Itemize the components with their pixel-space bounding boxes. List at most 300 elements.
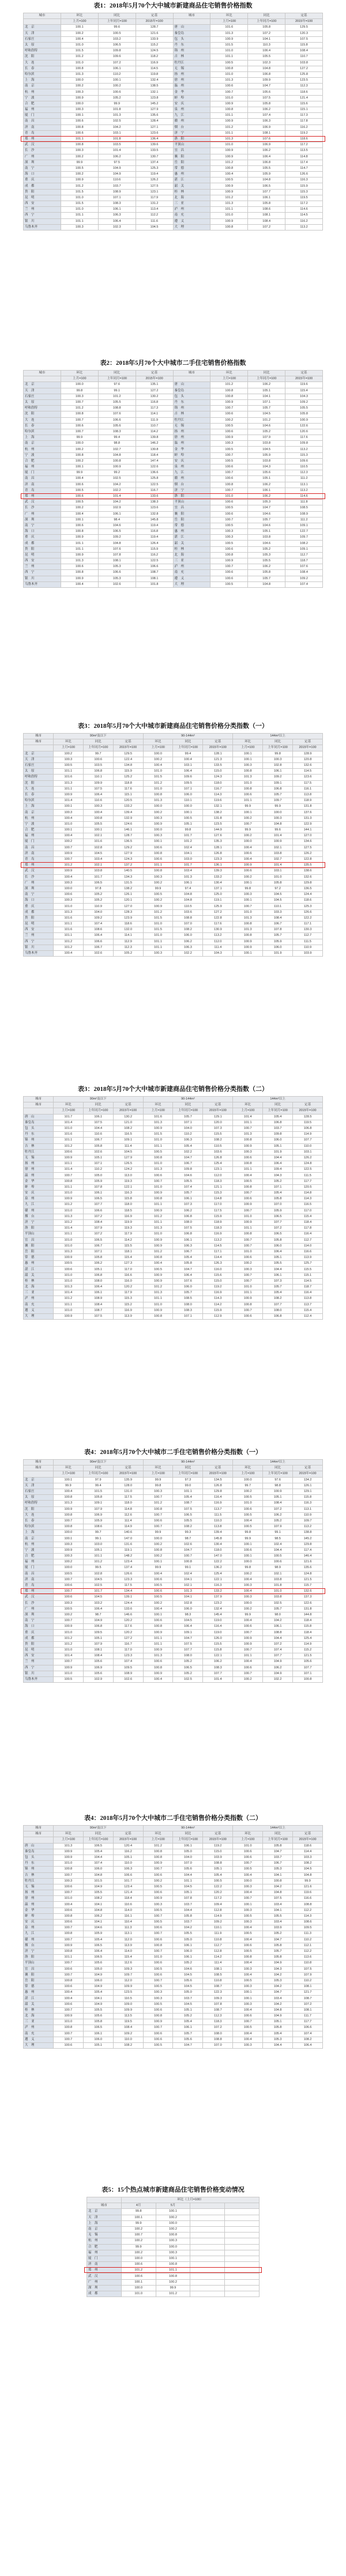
index-value-cell: 112.0	[203, 1173, 233, 1179]
table-row	[24, 810, 323, 815]
index-value-cell: 100.9	[210, 36, 248, 42]
city-name-cell: 泸 州	[173, 564, 210, 570]
index-value-cell: 100.6	[263, 1559, 293, 1565]
index-value-cell	[225, 2262, 260, 2268]
city-name-cell: 平顶山	[24, 1961, 54, 1966]
index-value-cell: 108.4	[83, 1219, 113, 1225]
table-row	[24, 1477, 323, 1483]
index-value-cell: 124.8	[293, 1161, 323, 1167]
table-row	[24, 839, 323, 845]
table-row	[24, 927, 323, 933]
index-value-cell: 105.6	[83, 1659, 113, 1665]
column-subheader: 上年同月=100	[263, 1837, 293, 1843]
group-header: 90-144m²	[143, 1097, 233, 1102]
index-value-cell: 104.5	[83, 851, 113, 856]
index-value-cell: 100.8	[53, 1179, 83, 1184]
table-row	[24, 541, 323, 546]
index-value-cell: 104.7	[173, 2042, 203, 2048]
index-value-cell: 104.8	[263, 821, 293, 827]
index-value-cell: 101.1	[61, 546, 98, 552]
index-value-cell: 106.4	[83, 1948, 113, 1954]
city-name-cell: 杭 州	[24, 447, 61, 452]
table-row	[24, 1854, 323, 1860]
index-value-cell: 100.9	[53, 1196, 83, 1202]
index-value-cell: 109.2	[203, 1920, 233, 1925]
index-value-cell: 100.0	[61, 441, 98, 447]
index-value-cell: 123.3	[113, 1577, 143, 1582]
index-value-cell: 100.6	[233, 868, 263, 874]
city-name-cell: 三 亚	[173, 201, 210, 207]
city-name-cell: 平顶山	[24, 1232, 54, 1237]
table-row	[24, 1636, 323, 1641]
city-name-cell: 无 锡	[87, 2233, 122, 2238]
index-value-cell	[190, 2226, 225, 2232]
city-name-cell: 宜 昌	[24, 1966, 54, 1972]
column-subheader: 上月=100	[143, 1108, 173, 1114]
index-value-cell: 112.0	[113, 1937, 143, 1943]
index-value-cell: 104.4	[83, 1854, 113, 1860]
table-row	[24, 1571, 323, 1577]
index-value-cell: 133.9	[136, 36, 173, 42]
city-name-cell: 岳 阳	[24, 1978, 54, 1984]
index-value-cell: 101.0	[53, 1243, 83, 1249]
index-value-cell: 116.9	[203, 1501, 233, 1506]
index-value-cell: 102.6	[83, 1149, 113, 1155]
index-value-cell: 113.4	[136, 207, 173, 213]
index-value-cell: 112.7	[285, 552, 323, 558]
city-name-cell: 太 原	[24, 1495, 54, 1501]
index-value-cell	[225, 2209, 260, 2215]
index-value-cell: 101.2	[61, 406, 98, 411]
city-name-cell: 北 京	[24, 751, 54, 757]
index-value-cell: 126.6	[285, 172, 323, 177]
table-title: 表5：15个热点城市新建商品住宅销售价格变动情况	[101, 2186, 245, 2193]
index-value-cell: 100.8	[143, 1547, 173, 1553]
index-value-cell: 100.9	[210, 189, 248, 195]
table-row	[24, 1132, 323, 1138]
index-value-cell: 102.7	[98, 447, 136, 452]
index-value-cell: 119.1	[203, 898, 233, 904]
index-value-cell: 100.5	[53, 1261, 83, 1267]
column-subheader	[173, 19, 210, 25]
table-row	[24, 1285, 323, 1290]
city-name-cell: 武 汉	[87, 2273, 122, 2279]
index-value-cell: 103.5	[83, 762, 113, 768]
index-value-cell: 132.4	[203, 1606, 233, 1612]
index-value-cell: 114.5	[136, 66, 173, 71]
index-value-cell: 100.8	[143, 2014, 173, 2019]
index-value-cell: 100.9	[53, 851, 83, 856]
index-value-cell: 109.7	[113, 1972, 143, 1978]
index-value-cell: 131.5	[113, 880, 143, 886]
index-value-cell: 107.4	[285, 581, 323, 587]
index-value-cell: 122.7	[285, 529, 323, 535]
index-value-cell: 102.5	[83, 1582, 113, 1588]
index-value-cell: 108.1	[98, 558, 136, 564]
index-value-cell: 100.9	[143, 1630, 173, 1636]
index-value-cell: 136.6	[136, 470, 173, 476]
index-value-cell: 100.9	[285, 417, 323, 423]
table-row	[87, 2226, 260, 2232]
index-value-cell: 140.6	[113, 1530, 143, 1536]
index-value-cell: 101.0	[53, 1896, 83, 1902]
city-name-cell: 太 原	[24, 399, 61, 405]
index-value-cell: 100.7	[233, 904, 263, 909]
index-value-cell: 104.4	[263, 2042, 293, 2048]
index-value-cell: 102.4	[173, 845, 203, 851]
index-value-cell: 105.5	[83, 2007, 113, 2013]
index-value-cell: 121.6	[293, 1884, 323, 1890]
table-row	[87, 2256, 260, 2261]
column-header: 城市	[173, 371, 210, 376]
city-name-cell: 海 口	[24, 898, 54, 904]
column-subheader: 上年同月=100	[263, 1108, 293, 1114]
index-value-cell: 104.2	[263, 1972, 293, 1978]
city-name-cell: 湛 江	[24, 1996, 54, 2001]
table-row	[24, 939, 323, 945]
city-name-cell: 南 京	[87, 2226, 122, 2232]
index-value-cell: 100.5	[143, 892, 173, 898]
city-name-cell: 南 充	[24, 2031, 54, 2037]
index-value-cell: 116.9	[203, 1290, 233, 1296]
index-value-cell: 101.5	[143, 1132, 173, 1138]
index-value-cell: 98.9	[263, 1565, 293, 1571]
index-value-cell	[190, 2279, 225, 2285]
index-value-cell: 107.9	[248, 435, 285, 441]
index-value-cell: 108.2	[285, 541, 323, 546]
index-value-cell: 100.9	[143, 1861, 173, 1867]
index-value-cell: 100.6	[210, 546, 248, 552]
index-value-cell: 119.2	[203, 1843, 233, 1849]
index-value-cell: 100.3	[143, 1902, 173, 1908]
index-value-cell: 100.1	[143, 1559, 173, 1565]
index-value-cell: 101.2	[53, 1296, 83, 1302]
index-value-cell: 108.8	[293, 1902, 323, 1908]
index-value-cell	[225, 2250, 260, 2256]
city-name-cell: 平顶山	[173, 142, 210, 148]
table-row	[24, 1530, 323, 1536]
index-value-cell: 101.2	[53, 1219, 83, 1225]
index-value-cell: 100.2	[233, 1489, 263, 1494]
index-value-cell: 102.9	[98, 505, 136, 511]
index-value-cell: 100.9	[143, 821, 173, 827]
index-value-cell: 106.9	[83, 1512, 113, 1518]
index-value-cell: 101.5	[61, 189, 98, 195]
index-value-cell: 100.6	[61, 423, 98, 429]
index-value-cell: 106.1	[173, 880, 203, 886]
city-name-cell: 济 宁	[173, 488, 210, 493]
index-value-cell: 106.5	[83, 880, 113, 886]
index-value-cell: 100.8	[263, 1878, 293, 1884]
index-value-cell: 100.2	[233, 833, 263, 839]
index-value-cell: 113.2	[285, 447, 323, 452]
index-value-cell: 100.6	[98, 89, 136, 95]
table-row	[24, 1524, 323, 1530]
index-value-cell: 113.0	[113, 1173, 143, 1179]
index-value-cell: 119.4	[136, 172, 173, 177]
index-value-cell: 109.6	[173, 775, 203, 780]
index-value-cell	[225, 2256, 260, 2261]
table-row	[24, 1296, 323, 1302]
index-value-cell: 101.0	[61, 42, 98, 48]
index-value-cell: 100.4	[143, 1676, 173, 1682]
table-row	[24, 915, 323, 921]
index-value-cell: 106.4	[263, 1249, 293, 1255]
table-row	[24, 546, 323, 552]
index-value-cell: 108.6	[83, 927, 113, 933]
index-value-cell: 98.3	[173, 1612, 203, 1618]
index-value-cell: 100.5	[143, 1149, 173, 1155]
column-header: 同比	[83, 1465, 113, 1471]
index-value-cell: 100.5	[233, 1495, 263, 1501]
column-header: 同比	[263, 739, 293, 745]
index-value-cell: 99.2	[98, 470, 136, 476]
index-value-cell: 100.9	[233, 939, 263, 945]
index-value-cell: 106.2	[248, 493, 285, 499]
index-value-cell: 103.8	[83, 868, 113, 874]
index-value-cell: 100.4	[233, 1890, 263, 1896]
index-value-cell: 101.0	[53, 1671, 83, 1676]
city-name-cell: 温 州	[173, 84, 210, 89]
index-value-cell	[225, 2220, 260, 2226]
index-value-cell: 100.8	[210, 107, 248, 113]
index-value-cell: 107.4	[293, 2031, 323, 2037]
index-value-cell: 131.2	[136, 201, 173, 207]
index-value-cell: 105.3	[263, 1978, 293, 1984]
city-name-cell: 长 沙	[24, 874, 54, 880]
index-value-cell: 100.9	[53, 2014, 83, 2019]
city-name-cell: 桂 林	[173, 189, 210, 195]
index-value-cell: 102.8	[263, 762, 293, 768]
city-name-cell: 杭 州	[87, 2238, 122, 2244]
city-name-cell: 西 安	[24, 927, 54, 933]
table-row	[24, 1913, 323, 1919]
index-value-cell: 101.2	[156, 2291, 190, 2297]
index-value-cell: 105.4	[173, 1255, 203, 1261]
index-value-cell: 100.2	[143, 757, 173, 762]
index-value-cell: 101.7	[173, 863, 203, 868]
index-value-cell: 106.6	[293, 2025, 323, 2031]
index-value-cell: 100.9	[53, 1155, 83, 1161]
index-value-cell: 114.3	[203, 1296, 233, 1302]
table-row	[24, 435, 323, 441]
index-value-cell: 100.7	[143, 1978, 173, 1984]
city-name-cell: 青 岛	[24, 856, 54, 862]
index-value-cell: 105.7	[173, 2031, 203, 2037]
index-value-cell: 100.5	[210, 458, 248, 464]
index-value-cell: 100.7	[143, 1512, 173, 1518]
index-value-cell: 110.2	[83, 1167, 113, 1173]
table-title: 表3：2018年5月70个大中城市新建商品住宅销售价格分类指数（一）	[78, 723, 268, 730]
index-value-cell: 104.4	[263, 1155, 293, 1161]
index-value-cell: 106.1	[83, 1290, 113, 1296]
index-value-cell: 105.2	[98, 95, 136, 101]
index-value-cell: 114.5	[293, 769, 323, 775]
index-value-cell: 114.3	[293, 1196, 323, 1202]
group-header: 144m²以上	[233, 1826, 323, 1831]
table-row	[24, 1495, 323, 1501]
index-value-cell: 101.2	[53, 945, 83, 950]
index-value-cell: 100.7	[143, 1524, 173, 1530]
index-value-cell: 101.7	[113, 1878, 143, 1884]
index-value-cell: 128.7	[113, 833, 143, 839]
column-header: 同比	[98, 371, 136, 376]
city-name-cell: 上 海	[24, 804, 54, 810]
index-value-cell: 100.3	[263, 757, 293, 762]
index-value-cell: 105.9	[83, 1518, 113, 1524]
index-value-cell: 100.3	[143, 815, 173, 821]
city-name-cell: 杭 州	[24, 815, 54, 821]
index-value-cell: 126.8	[203, 1483, 233, 1489]
index-value-cell: 114.2	[136, 429, 173, 435]
table-row	[24, 218, 323, 224]
index-value-cell: 100.2	[143, 880, 173, 886]
index-value-cell: 100.8	[98, 458, 136, 464]
table-row	[24, 581, 323, 587]
table-row	[24, 1255, 323, 1261]
index-value-cell: 105.4	[263, 2031, 293, 2037]
index-value-cell: 106.8	[248, 71, 285, 77]
index-value-cell: 113.5	[113, 2014, 143, 2019]
index-value-cell: 103.4	[263, 1996, 293, 2001]
city-name-cell: 九 江	[173, 113, 210, 119]
index-value-cell: 106.0	[83, 1978, 113, 1984]
index-value-cell: 100.4	[233, 1618, 263, 1624]
index-value-cell: 123.4	[113, 1559, 143, 1565]
index-value-cell: 100.7	[53, 1937, 83, 1943]
index-value-cell: 113.2	[293, 1524, 323, 1530]
city-name-cell: 长 春	[24, 66, 61, 71]
index-value-cell: 104.2	[98, 482, 136, 488]
index-value-cell: 99.8	[61, 388, 98, 394]
index-value-cell: 104.8	[83, 1908, 113, 1913]
index-value-cell: 100.4	[61, 476, 98, 482]
index-value-cell: 105.8	[263, 1943, 293, 1948]
index-value-cell: 125.9	[203, 904, 233, 909]
index-value-cell: 100.4	[143, 1571, 173, 1577]
index-value-cell: 119.6	[285, 382, 323, 388]
index-value-cell	[225, 2273, 260, 2279]
index-value-cell: 100.8	[53, 1867, 83, 1872]
index-value-cell: 106.4	[173, 1624, 203, 1630]
index-value-cell: 102.2	[263, 1676, 293, 1682]
index-value-cell: 101.1	[53, 1161, 83, 1167]
index-value-cell: 119.2	[285, 130, 323, 136]
index-value-cell: 100.8	[61, 570, 98, 576]
index-value-cell: 100.5	[203, 1878, 233, 1884]
index-value-cell: 107.2	[83, 1232, 113, 1237]
index-value-cell: 100.7	[233, 1308, 263, 1313]
index-value-cell: 105.8	[83, 1143, 113, 1149]
index-value-cell: 100.4	[143, 1606, 173, 1612]
city-name-cell: 南 宁	[24, 1618, 54, 1624]
city-name-cell: 北 海	[173, 195, 210, 201]
city-name-cell: 丹 东	[173, 399, 210, 405]
index-value-cell: 104.8	[173, 892, 203, 898]
index-value-cell: 106.7	[173, 1249, 203, 1255]
city-name-cell: 石家庄	[24, 36, 61, 42]
table-row	[24, 1996, 323, 2001]
index-value-cell: 108.7	[83, 1308, 113, 1313]
index-value-cell: 103.9	[293, 950, 323, 956]
index-value-cell	[190, 2233, 225, 2238]
index-value-cell: 138.6	[293, 868, 323, 874]
index-value-cell: 126.1	[293, 1483, 323, 1489]
city-name-cell: 深 圳	[24, 160, 61, 165]
index-value-cell: 101.4	[53, 1120, 83, 1125]
table-row	[24, 399, 323, 405]
index-value-cell: 100.5	[173, 815, 203, 821]
index-value-cell: 100.8	[156, 2233, 190, 2238]
city-name-cell: 南 京	[24, 84, 61, 89]
index-value-cell: 101.0	[53, 1125, 83, 1131]
index-value-cell: 100.9	[233, 1219, 263, 1225]
index-value-cell: 101.2	[53, 1202, 83, 1208]
city-name-cell: 宁 波	[24, 1547, 54, 1553]
index-value-cell: 100.2	[121, 2250, 156, 2256]
index-value-cell: 99.9	[53, 1483, 83, 1489]
index-value-cell: 147.4	[136, 458, 173, 464]
index-value-cell: 119.4	[136, 523, 173, 528]
city-name-cell: 南 京	[24, 441, 61, 447]
index-value-cell: 135.1	[136, 382, 173, 388]
index-value-cell: 100.4	[233, 1659, 263, 1665]
column-subheader: 2015年=100	[285, 19, 323, 25]
city-name-cell: 哈尔滨	[24, 798, 54, 804]
index-value-cell: 100.9	[143, 1272, 173, 1278]
index-value-cell: 99.8	[143, 1483, 173, 1489]
column-subheader: 2015年=100	[293, 1471, 323, 1477]
index-value-cell: 101.1	[83, 1554, 113, 1559]
index-value-cell: 100.8	[156, 2262, 190, 2268]
index-value-cell: 100.9	[53, 1255, 83, 1261]
index-value-cell: 100.0	[156, 2220, 190, 2226]
index-value-cell: 119.4	[136, 535, 173, 541]
index-value-cell: 100.2	[156, 2279, 190, 2285]
index-value-cell: 100.6	[210, 411, 248, 417]
index-value-cell: 104.9	[83, 1884, 113, 1890]
index-value-cell: 129.1	[293, 1489, 323, 1494]
index-value-cell: 105.6	[173, 1978, 203, 1984]
index-value-cell: 112.6	[113, 1961, 143, 1966]
index-value-cell: 99.9	[61, 435, 98, 441]
index-value-cell: 105.7	[263, 1285, 293, 1290]
index-value-cell: 100.4	[233, 1961, 263, 1966]
table-row	[87, 2250, 260, 2256]
city-name-cell: 赣 州	[173, 476, 210, 482]
index-value-cell: 124.4	[113, 1600, 143, 1606]
index-value-cell: 108.0	[173, 1219, 203, 1225]
city-name-cell: 广 州	[24, 511, 61, 517]
index-value-cell: 120.3	[285, 31, 323, 36]
city-name-cell: 泸 州	[24, 1296, 54, 1302]
index-value-cell	[190, 2262, 225, 2268]
city-name-cell: 武 汉	[24, 142, 61, 148]
index-value-cell: 108.2	[203, 1138, 233, 1143]
index-value-cell: 100.7	[53, 1173, 83, 1179]
city-name-cell: 乌鲁木齐	[24, 1676, 54, 1682]
data-table	[23, 370, 323, 588]
index-value-cell: 99.8	[121, 2209, 156, 2215]
index-value-cell: 100.8	[233, 1161, 263, 1167]
index-value-cell: 134.6	[293, 839, 323, 845]
table-row	[24, 1302, 323, 1308]
index-value-cell: 101.3	[210, 201, 248, 207]
table-row	[24, 1249, 323, 1255]
index-value-cell: 109.1	[285, 546, 323, 552]
index-value-cell: 119.3	[113, 1226, 143, 1232]
index-value-cell: 109.5	[83, 1630, 113, 1636]
